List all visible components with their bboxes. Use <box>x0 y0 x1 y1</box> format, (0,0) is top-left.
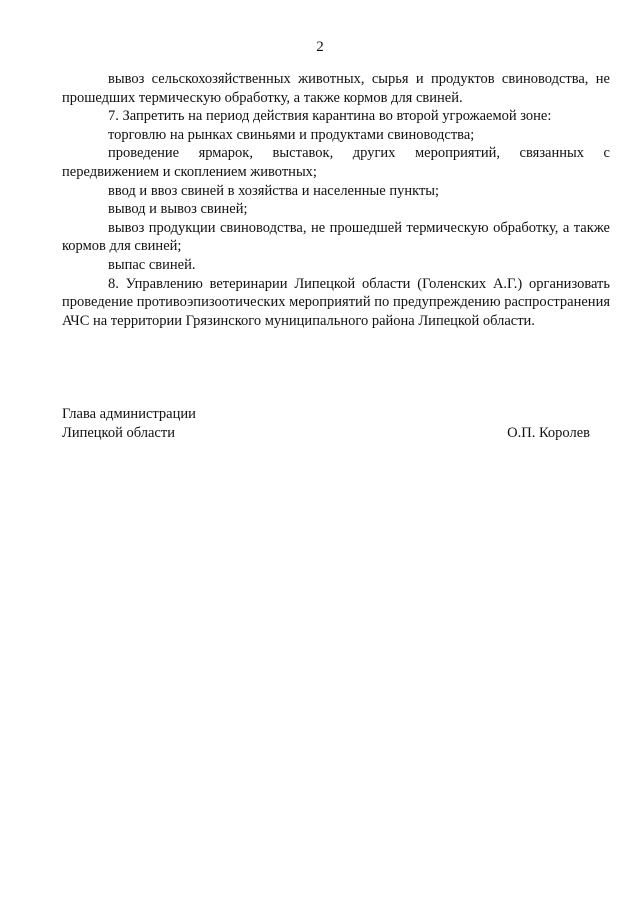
paragraph-export-products: вывоз сельскохозяйственных животных, сырья и продуктов свиноводства, не прошедших термическую обработку, а также кормов для свиней. <box>62 71 610 106</box>
paragraph-export-pigs: вывод и вывоз свиней; <box>108 201 248 218</box>
signature-row <box>62 424 610 443</box>
paragraph-market-trade: торговлю на рынках свиньями и продуктами свиноводства; <box>108 126 475 143</box>
paragraph-item-7: 7. Запретить на период действия карантина во второй угрожаемой зоне: <box>108 108 552 125</box>
signatory-title-line1: Глава администрации <box>62 406 196 422</box>
page-number: 2 <box>316 39 324 55</box>
paragraph-import-pigs: ввод и ввоз свиней в хозяйства и населенные пункты; <box>108 182 440 199</box>
signatory-title-line2: Липецкой области <box>62 424 175 441</box>
paragraph-grazing: выпас свиней. <box>108 256 196 273</box>
paragraph-fairs: проведение ярмарок, выставок, других мероприятий, связанных с передвижением и скоплением животных; <box>62 145 610 180</box>
signature-block <box>62 405 610 442</box>
document-body <box>62 70 610 330</box>
paragraph-export-pork: вывоз продукции свиноводства, не прошедшей термическую обработку, а также кормов для свиней; <box>62 219 610 255</box>
signatory-name: О.П. Королев <box>507 424 590 441</box>
paragraph-item-8: 8. Управлению ветеринарии Липецкой области (Голенских А.Г.) организовать проведение противоэпизоотических мероприятий по предупреждению распространения АЧС на территории Грязинского муниципального района Липецкой области. <box>62 275 610 329</box>
